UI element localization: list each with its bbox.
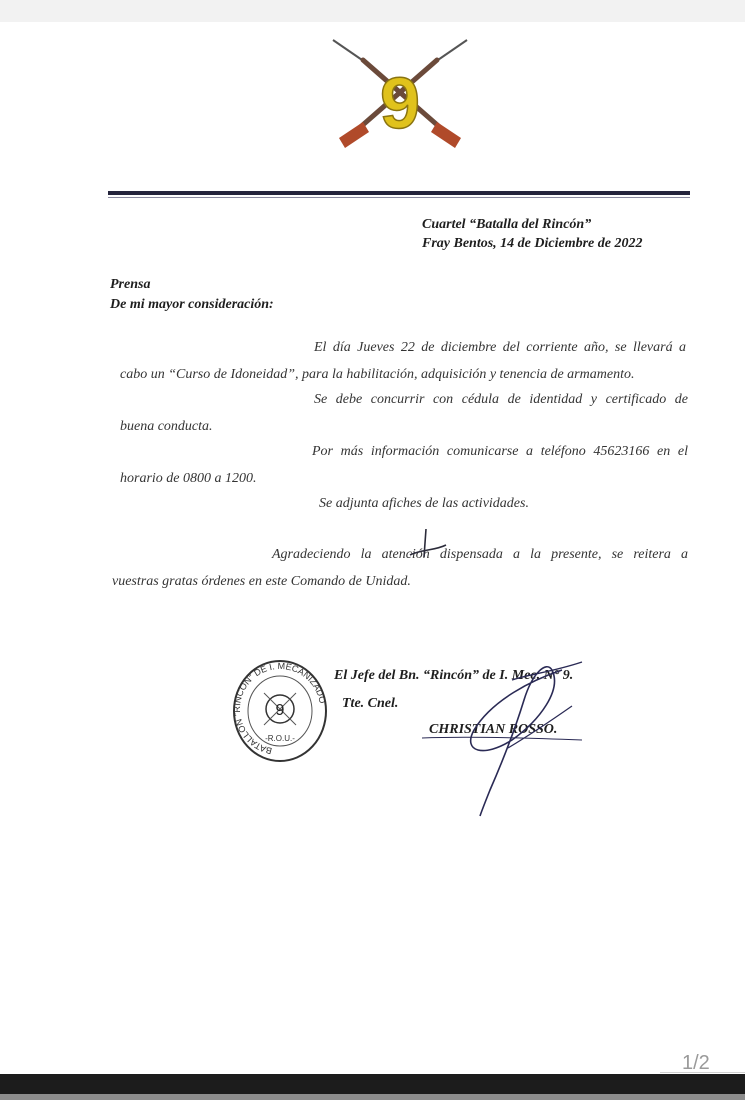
seal-country: -R.O.U.- (265, 734, 295, 743)
signature-rank: Tte. Cnel. (342, 696, 399, 711)
signature-position: El Jefe del Bn. “Rincón” de I. Mec. N° 9. (334, 668, 574, 683)
emblem-number: 9 (379, 64, 421, 144)
seal-ring-text: BATALLON "RINCON" DE I. MECANIZADO (231, 660, 328, 757)
document-page (0, 22, 745, 1072)
barracks-name: Cuartel “Batalla del Rincón” (422, 217, 592, 232)
pen-stroke-mark (400, 527, 450, 562)
paragraph-2-line-2: buena conducta. (120, 419, 213, 434)
paragraph-3-line-1: Por más información comunicarse a teléfono 45623166 en el (312, 444, 688, 459)
paragraph-2-line-1: Se debe concurrir con cédula de identidad y certificado de (314, 392, 688, 407)
paragraph-1-line-2: cabo un “Curso de Idoneidad”, para la habilitación, adquisición y tenencia de armamento. (120, 367, 635, 382)
paragraph-3-line-2: horario de 0800 a 1200. (120, 471, 257, 486)
official-seal (230, 657, 330, 765)
header-rule (108, 191, 690, 195)
crossed-rifles-icon (325, 34, 475, 159)
signature-name: CHRISTIAN ROSSO. (429, 722, 558, 737)
place-date-block (422, 215, 642, 253)
viewer-bottom-strip (0, 1094, 745, 1100)
paragraph-5-line-2: vuestras gratas órdenes en este Comando de Unidad. (112, 574, 411, 589)
paragraph-4: Se adjunta afiches de las actividades. (319, 496, 529, 511)
handwritten-signature (412, 640, 602, 820)
place-date: Fray Bentos, 14 de Diciembre de 2022 (422, 236, 643, 251)
viewer-top-bar (0, 0, 745, 23)
salutation-block (110, 275, 274, 315)
recipient: Prensa (110, 277, 151, 292)
paragraph-1-line-1: El día Jueves 22 de diciembre del corriente año, se llevará a (314, 340, 686, 355)
greeting: De mi mayor consideración: (110, 297, 274, 312)
page-indicator: 1/2 (682, 1052, 710, 1074)
seal-number: 9 (275, 702, 285, 719)
header-rule-thin (108, 197, 690, 198)
paragraph-5-line-1: Agradeciendo la atención dispensada a la presente, se reitera a (272, 547, 688, 562)
